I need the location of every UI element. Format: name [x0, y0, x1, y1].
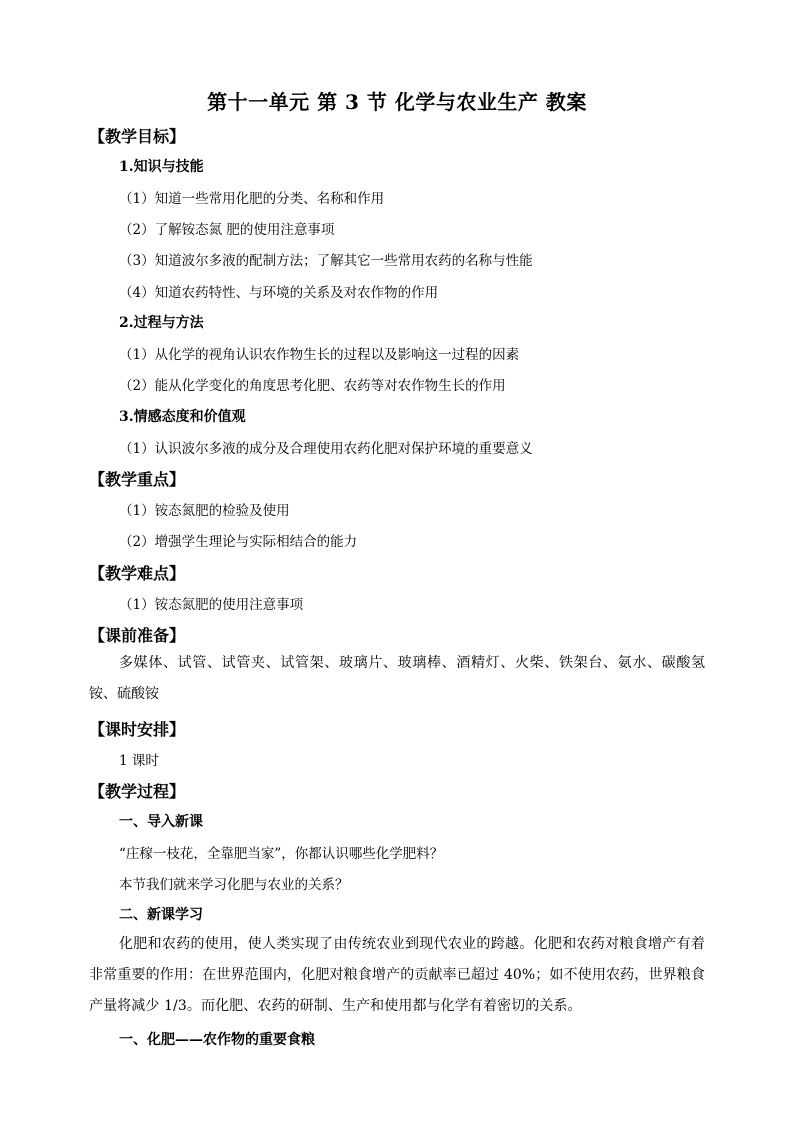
- preparation-heading: 【课前准备】: [89, 626, 186, 645]
- key-point-item: （1）铵态氮肥的检验及使用: [119, 503, 290, 519]
- preparation-text: 多媒体、试管、试管夹、试管架、玻璃片、玻璃棒、酒精灯、火柴、铁架台、氨水、碳酸氢铵、硫酸铵: [89, 655, 705, 702]
- key-points-heading: 【教学重点】: [89, 470, 186, 489]
- fertilizer-section-title: 一、化肥——农作物的重要食粮: [119, 1032, 315, 1048]
- schedule-text: 1 课时: [119, 753, 159, 769]
- new-lesson-paragraph: 化肥和农药的使用，使人类实现了由传统农业到现代农业的跨越。化肥和农药对粮食增产有着非常重要的作用：在世界范围内，化肥对粮食增产的贡献率已超过 40%；如不使用农药，世界粮食产量将减少 1/3。而化肥、农药的研制、生产和使用都与化学有着密切的关系。: [89, 936, 705, 1014]
- objective-item: （4）知道农药特性、与环境的关系及对农作物的作用: [119, 285, 439, 301]
- objective-item: （1）知道一些常用化肥的分类、名称和作用: [119, 191, 385, 207]
- objective-item: （1）从化学的视角认识农作物生长的过程以及影响这一过程的因素: [119, 347, 520, 363]
- objective-item: （2）能从化学变化的角度思考化肥、农药等对农作物生长的作用: [119, 378, 506, 394]
- objective-item: （2）了解铵态氮 肥的使用注意事项: [119, 222, 335, 238]
- objective-item: （3）知道波尔多液的配制方法；了解其它一些常用农药的名称与性能: [119, 253, 533, 269]
- intro-title: 一、导入新课: [119, 814, 203, 830]
- objectives-heading: 【教学目标】: [89, 127, 186, 146]
- page-title: 第十一单元 第 3 节 化学与农业生产 教案: [207, 90, 587, 114]
- knowledge-skills-heading: 1.知识与技能: [119, 159, 204, 175]
- schedule-heading: 【课时安排】: [89, 720, 186, 739]
- difficulties-heading: 【教学难点】: [89, 564, 186, 583]
- key-point-item: （2）增强学生理论与实际相结合的能力: [119, 534, 358, 550]
- new-lesson-title: 二、新课学习: [119, 907, 203, 923]
- objective-item: （1）认识波尔多液的成分及合理使用农药化肥对保护环境的重要意义: [119, 441, 533, 457]
- intro-line: 本节我们就来学习化肥与农业的关系？: [119, 877, 349, 893]
- process-heading: 【教学过程】: [89, 782, 186, 801]
- difficulty-item: （1）铵态氮肥的使用注意事项: [119, 597, 304, 613]
- attitude-values-heading: 3.情感态度和价值观: [119, 409, 246, 425]
- intro-line: “庄稼一枝花，全靠肥当家”，你都认识哪些化学肥料？: [119, 846, 444, 862]
- process-method-heading: 2.过程与方法: [119, 315, 204, 331]
